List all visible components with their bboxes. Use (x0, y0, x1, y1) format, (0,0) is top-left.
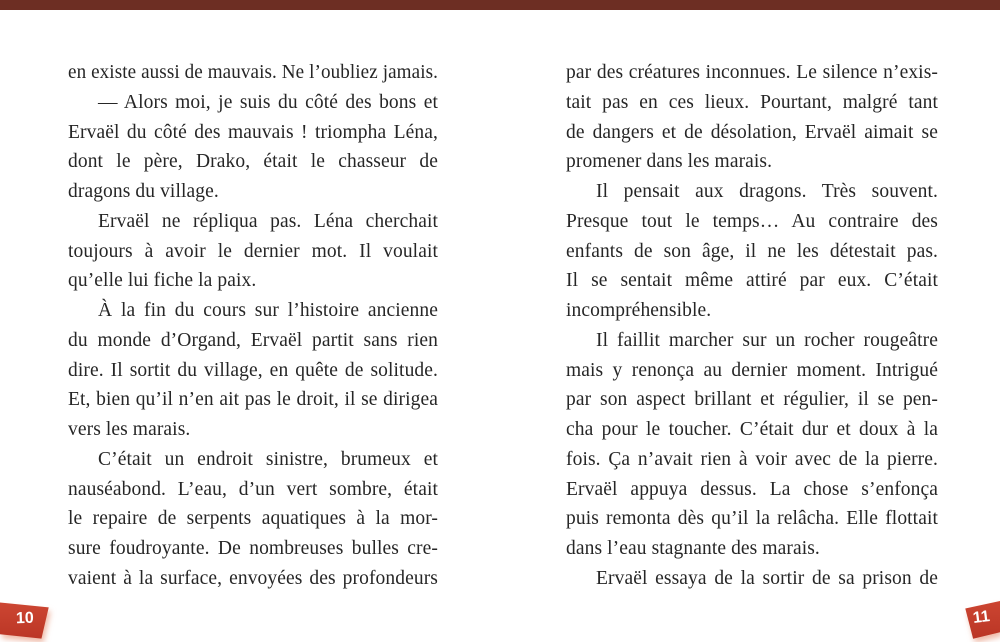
text-line (68, 326, 438, 356)
text-line (566, 356, 938, 386)
text-line-content: qu’elle lui fiche la paix. (68, 270, 257, 292)
text-line-content: Ervaël ne répliqua pas. Léna cherchait (98, 210, 438, 232)
text-line (68, 415, 438, 445)
page-number-label: 11 (971, 608, 991, 627)
text-line (68, 207, 438, 237)
text-line (566, 504, 938, 534)
text-line-content: vers les marais. (68, 419, 191, 440)
text-line-content: du monde d’Organd, Ervaël partit sans rien (68, 329, 438, 351)
red-tab-shape (944, 597, 1000, 641)
text-line-content: de dangers et de désolation, Ervaël aimait se (566, 121, 938, 143)
text-line (68, 475, 438, 505)
text-line (566, 266, 938, 296)
text-line-content: Ervaël du côté des mauvais ! triompha Léna, (68, 121, 438, 143)
text-line-content: mais y renonça au dernier moment. Intrigué (566, 359, 938, 381)
text-line (566, 88, 938, 118)
text-line (566, 326, 938, 356)
page-number-label: 10 (15, 609, 35, 628)
text-line-content: vaient à la surface, envoyées des profondeurs (68, 567, 438, 589)
text-line-content: par des créatures inconnues. Le silence n’exis- (566, 62, 938, 83)
text-line (68, 534, 438, 564)
text-line (68, 147, 438, 177)
page-10-text-column (68, 58, 438, 594)
text-line-content: Et, bien qu’il n’en ait pas le droit, il se dirigea (68, 389, 438, 411)
text-line-content: fois. Ça n’avait rien à voir avec de la pierre. (566, 448, 938, 470)
page-number-tab-10 (0, 599, 56, 642)
text-line (68, 296, 438, 326)
text-line (566, 475, 938, 505)
text-line (68, 356, 438, 386)
top-edge-bar (0, 0, 1000, 10)
text-line-content: tait pas en ces lieux. Pourtant, malgré tant (566, 91, 938, 113)
text-line-content: Ervaël essaya de la sortir de sa prison de (596, 567, 938, 589)
text-line-content: À la fin du cours sur l’histoire ancienne (98, 300, 438, 321)
text-line (566, 207, 938, 237)
text-line-content: incompréhensible. (566, 300, 712, 321)
text-line (68, 177, 438, 207)
text-line-content: C’était un endroit sinistre, brumeux et (98, 448, 438, 470)
text-line (566, 534, 938, 564)
text-line (566, 147, 938, 177)
text-line-content: Ervaël appuya dessus. La chose s’enfonça (566, 478, 938, 500)
text-line-content: Il faillit marcher sur un rocher rougeâtre (596, 329, 938, 351)
text-line-content: — Alors moi, je suis du côté des bons et (98, 91, 438, 113)
text-line (566, 177, 938, 207)
text-line-content: enfants de son âge, il ne les détestait pas. (566, 240, 938, 262)
text-line-content: dragons du village. (68, 181, 219, 202)
text-line (566, 58, 938, 88)
text-line (68, 58, 438, 88)
text-line-content: Il pensait aux dragons. Très souvent. (596, 181, 938, 202)
text-line (566, 385, 938, 415)
text-line (68, 237, 438, 267)
page-number-tab-11 (944, 597, 1000, 641)
text-line (566, 237, 938, 267)
text-line (68, 118, 438, 148)
text-line-content: par son aspect brillant et régulier, il se pen- (566, 389, 938, 411)
text-line (68, 445, 438, 475)
text-line (68, 385, 438, 415)
text-line (68, 564, 438, 594)
text-line-content: dire. Il sortit du village, en quête de solitude. (68, 359, 438, 381)
text-line (68, 266, 438, 296)
text-line-content: sure foudroyante. De nombreuses bulles cre- (68, 538, 438, 559)
text-line-content: en existe aussi de mauvais. Ne l’oubliez jamais. (68, 62, 438, 83)
text-line-content: le repaire de serpents aquatiques à la mor- (68, 508, 438, 530)
text-line (566, 296, 938, 326)
text-line-content: puis remonta dès qu’il la relâcha. Elle flottait (566, 508, 938, 530)
text-line (68, 88, 438, 118)
text-line (68, 504, 438, 534)
text-line-content: Presque tout le temps… Au contraire des (566, 210, 938, 232)
text-line (566, 445, 938, 475)
text-line-content: dans l’eau stagnante des marais. (566, 538, 820, 559)
text-line-content: dont le père, Drako, était le chasseur de (68, 151, 438, 173)
text-line (566, 564, 938, 594)
text-line (566, 118, 938, 148)
text-line (566, 415, 938, 445)
text-line-content: toujours à avoir le dernier mot. Il voulait (68, 240, 438, 262)
text-line-content: Il se sentait même attiré par eux. C’était (566, 270, 938, 292)
text-line-content: cha pour le toucher. C’était dur et doux à la (566, 419, 938, 440)
text-line-content: nauséabond. L’eau, d’un vert sombre, était (68, 478, 438, 500)
page-11-text-column (566, 58, 938, 594)
text-line-content: promener dans les marais. (566, 151, 773, 173)
